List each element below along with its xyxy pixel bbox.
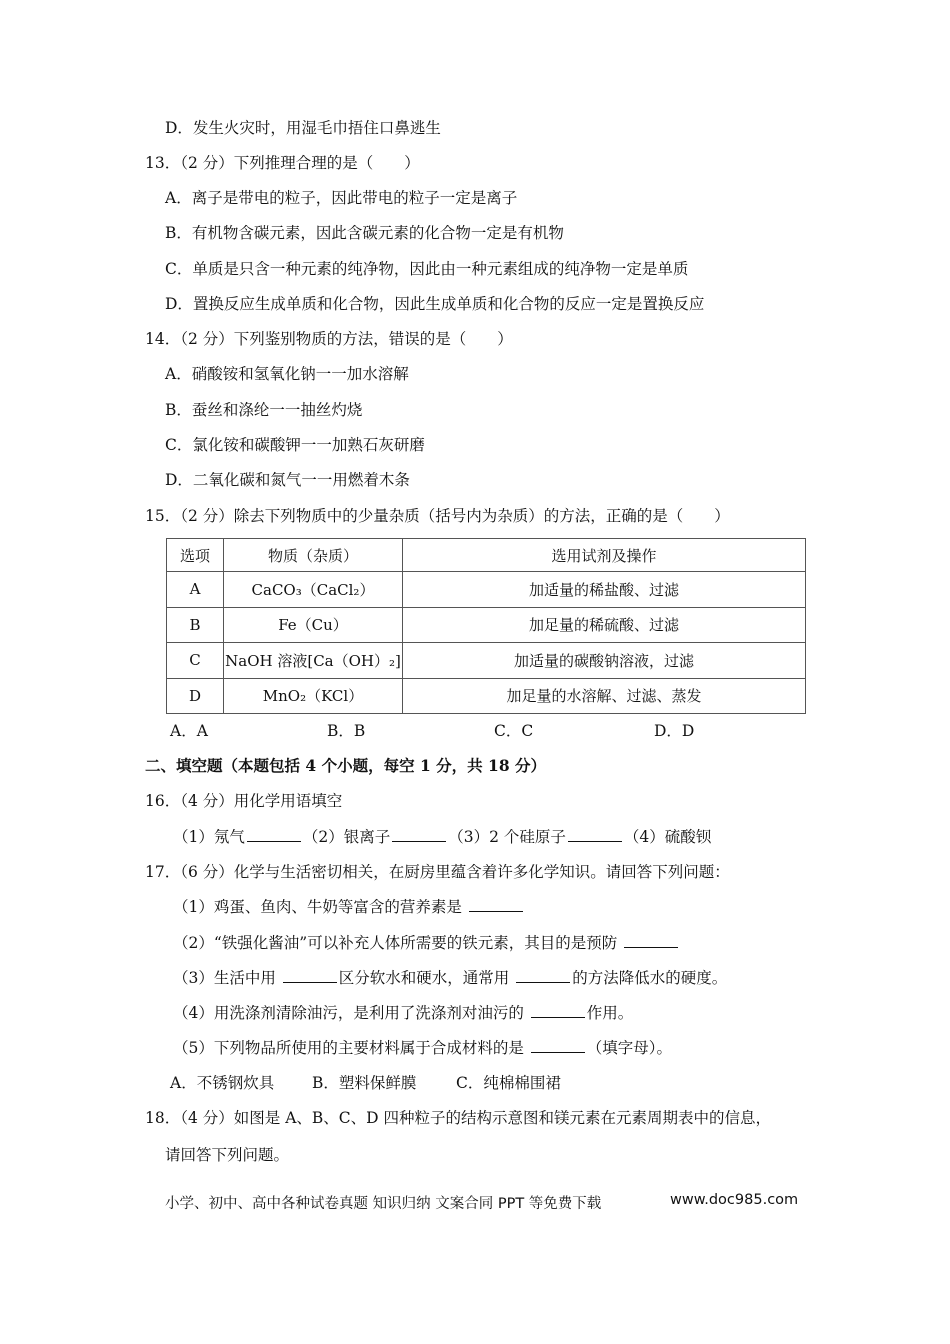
page-footer bbox=[165, 1192, 799, 1213]
table-row bbox=[167, 643, 806, 679]
q17-sub-4-text-b: 作用。 bbox=[586, 1004, 634, 1022]
table-header-option: 选项 bbox=[167, 539, 224, 572]
table-cell-operation: 加足量的稀硫酸、过滤 bbox=[403, 607, 806, 643]
answer-blank[interactable] bbox=[247, 827, 301, 842]
q17-option-a: A．不锈钢炊具 bbox=[170, 1074, 275, 1092]
table-row bbox=[167, 572, 806, 608]
answer-blank[interactable] bbox=[283, 968, 337, 983]
table-cell-operation: 加适量的稀盐酸、过滤 bbox=[403, 572, 806, 608]
table-cell-option: D bbox=[167, 678, 224, 714]
question-18-continuation: 请回答下列问题。 bbox=[165, 1146, 290, 1164]
table-cell-substance: NaOH 溶液[Ca（OH）₂] bbox=[224, 643, 403, 679]
question-13-option-a: A．离子是带电的粒子，因此带电的粒子一定是离子 bbox=[165, 189, 518, 207]
table-cell-option: B bbox=[167, 607, 224, 643]
question-14-option-a: A．硝酸铵和氢氧化钠一一加水溶解 bbox=[165, 365, 409, 383]
answer-blank[interactable] bbox=[516, 968, 570, 983]
question-15-stem: 15．（2 分）除去下列物质中的少量杂质（括号内为杂质）的方法，正确的是（ ） bbox=[145, 507, 730, 525]
q17-sub-2-text: （2）“铁强化酱油”可以补充人体所需要的铁元素，其目的是预防 bbox=[173, 934, 623, 952]
section-2-title: 二、填空题（本题包括 4 个小题，每空 1 分，共 18 分） bbox=[145, 756, 547, 775]
answer-blank[interactable] bbox=[624, 933, 678, 948]
q17-sub-4-text-a: （4）用洗涤剂清除油污，是利用了洗涤剂对油污的 bbox=[173, 1004, 529, 1022]
question-12-option-d: D．发生火灾时，用湿毛巾捂住口鼻逃生 bbox=[165, 119, 441, 137]
question-18-stem: 18．（4 分）如图是 A、B、C、D 四种粒子的结构示意图和镁元素在元素周期表中的信息， bbox=[145, 1109, 771, 1127]
q17-sub-3-text-c: 的方法降低水的硬度。 bbox=[572, 969, 728, 987]
answer-blank[interactable] bbox=[531, 1038, 585, 1053]
question-16-stem: 16．（4 分）用化学用语填空 bbox=[145, 792, 343, 810]
table-cell-substance: MnO₂（KCl） bbox=[224, 678, 403, 714]
question-13-option-b: B．有机物含碳元素，因此含碳元素的化合物一定是有机物 bbox=[165, 224, 564, 242]
question-15-table bbox=[166, 538, 806, 714]
answer-blank[interactable] bbox=[392, 827, 446, 842]
q17-sub-3-text-b: 区分软水和硬水，通常用 bbox=[338, 969, 515, 987]
table-row bbox=[167, 607, 806, 643]
answer-blank[interactable] bbox=[469, 897, 523, 912]
question-13-stem: 13．（2 分）下列推理合理的是（ ） bbox=[145, 154, 420, 172]
table-cell-option: A bbox=[167, 572, 224, 608]
table-row bbox=[167, 678, 806, 714]
q17-sub-5-text-b: （填字母）。 bbox=[586, 1039, 673, 1057]
table-header-substance: 物质（杂质） bbox=[224, 539, 403, 572]
question-17-sub-4 bbox=[173, 1003, 633, 1023]
table-cell-operation: 加足量的水溶解、过滤、蒸发 bbox=[403, 678, 806, 714]
question-13-option-d: D．置换反应生成单质和化合物，因此生成单质和化合物的反应一定是置换反应 bbox=[165, 295, 705, 313]
question-17-sub-3 bbox=[173, 968, 727, 988]
table-cell-substance: CaCO₃（CaCl₂） bbox=[224, 572, 403, 608]
table-cell-option: C bbox=[167, 643, 224, 679]
question-17-sub-2 bbox=[173, 933, 680, 953]
q16-part-2: （2）银离子 bbox=[302, 828, 391, 846]
q17-sub-5-text-a: （5）下列物品所使用的主要材料属于合成材料的是 bbox=[173, 1039, 529, 1057]
question-17-sub-5 bbox=[173, 1038, 672, 1058]
footer-text: 小学、初中、高中各种试卷真题 知识归纳 文案合同 PPT 等免费下载 bbox=[165, 1196, 602, 1212]
q16-part-1: （1）氖气 bbox=[173, 828, 245, 846]
choice-c: C．C bbox=[494, 722, 534, 740]
answer-blank[interactable] bbox=[531, 1003, 585, 1018]
q16-part-4: （4）硫酸钡 bbox=[623, 828, 712, 846]
table-cell-operation: 加适量的碳酸钠溶液，过滤 bbox=[403, 643, 806, 679]
choice-b: B．B bbox=[327, 722, 366, 740]
question-14-option-c: C．氯化铵和碳酸钾一一加熟石灰研磨 bbox=[165, 436, 425, 454]
question-17-sub-1 bbox=[173, 897, 525, 917]
question-13-option-c: C．单质是只含一种元素的纯净物，因此由一种元素组成的纯净物一定是单质 bbox=[165, 260, 689, 278]
table-cell-substance: Fe（Cu） bbox=[224, 607, 403, 643]
q17-sub-3-text-a: （3）生活中用 bbox=[173, 969, 281, 987]
q17-option-b: B．塑料保鲜膜 bbox=[312, 1074, 417, 1092]
q17-option-c: C．纯棉棉围裙 bbox=[456, 1074, 561, 1092]
choice-a: A．A bbox=[170, 722, 208, 740]
choice-d: D．D bbox=[654, 722, 695, 740]
q17-sub-1-text: （1）鸡蛋、鱼肉、牛奶等富含的营养素是 bbox=[173, 898, 467, 916]
question-14-option-d: D．二氧化碳和氮气一一用燃着木条 bbox=[165, 471, 410, 489]
footer-url[interactable]: www.doc985.com bbox=[670, 1192, 799, 1208]
question-17-stem: 17．（6 分）化学与生活密切相关，在厨房里蕴含着许多化学知识。请回答下列问题： bbox=[145, 863, 730, 881]
q16-part-3: （3）2 个硅原子 bbox=[448, 828, 566, 846]
question-14-stem: 14．（2 分）下列鉴别物质的方法，错误的是（ ） bbox=[145, 330, 513, 348]
question-16-blanks bbox=[173, 827, 711, 847]
table-header-operation: 选用试剂及操作 bbox=[403, 539, 806, 572]
question-14-option-b: B．蚕丝和涤纶一一抽丝灼烧 bbox=[165, 401, 363, 419]
answer-blank[interactable] bbox=[568, 827, 622, 842]
